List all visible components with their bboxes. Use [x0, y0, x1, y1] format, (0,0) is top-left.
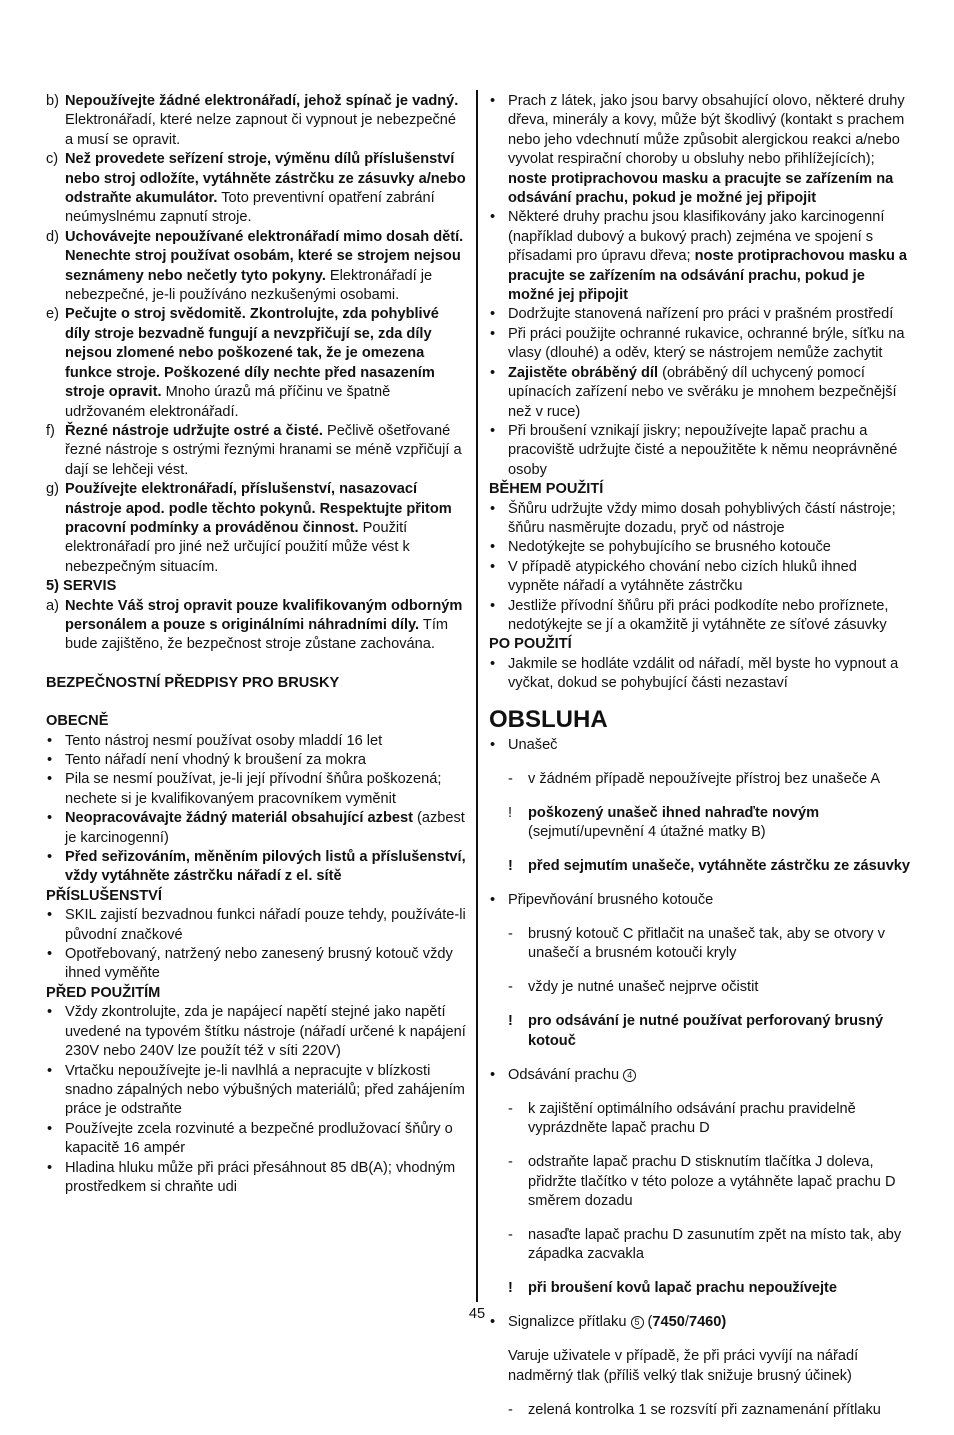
list-item: • Opotřebovaný, natržený nebo zanesený brusný kotouč vždy ihned vyměňte	[47, 946, 453, 982]
list-item: • Jakmile se hodláte vzdálit od nářadí, měl byste ho vypnout a vyčkat, dokud se pohybující části nezastaví	[490, 655, 899, 692]
left-column	[46, 92, 466, 1197]
page-number: 45	[468, 1306, 486, 1322]
list-item: • Pila se nesmí používat, je-li její přívodní šňůra poškozená; nechete si je kvalifikovanýem pracovníkem vyměnit	[47, 771, 442, 807]
figure-ref-4: 4	[623, 1069, 636, 1082]
sub-item: ! poškozený unašeč ihned nahraďte novým (sejmutí/upevnění 4 útažné matky B)	[508, 804, 820, 840]
sub-item: - nasaďte lapač prachu D zasunutím zpět na místo tak, aby západka zacvakla	[508, 1227, 902, 1263]
list-item: • Prach z látek, jako jsou barvy obsahující olovo, některé druhy dřeva, minerály a kovy, může být škodlivý (kontakt s prachem nebo jeho vdechnutí může způsobit alergickou reakci a/nebo vyvolat respirační choroby u obsluhy nebo přihlížejících); noste protiprachovou masku a pracujte se zařízením na odsávání prachu, pokud je možné jej připojit	[490, 93, 905, 207]
section-heading: PO POUŽITÍ	[489, 636, 572, 653]
list-item: • Hladina hluku může při práci přesáhnout 85 dB(A); vhodným prostředkem si chraňte udi	[47, 1159, 456, 1195]
list-item: • Šňůru udržujte vždy mimo dosah pohyblivých částí nástroje; šňůru nasměrujte dozadu, pryč od nástroje	[490, 500, 896, 536]
obsluha-heading: OBSLUHA	[489, 705, 608, 733]
section-heading: OBECNĚ	[46, 713, 109, 730]
list-item: • Nedotýkejte se pohybujícího se brusného kotouče	[490, 539, 831, 556]
right-column	[489, 92, 911, 1435]
list-item: • V případě atypického chování nebo cizích hluků ihned vypněte nářadí a vytáhněte zástrčku	[490, 558, 857, 595]
list-item: • Vrtačku nepoužívejte je-li navlhlá a nepracujte v blízkosti snadno zápalných nebo výbušných materiálů; před zahájením práce je odstraňte	[47, 1062, 465, 1118]
paragraph: Varuje uživatele v případě, že při práci vyvíjí na nářadí nadměrný tlak (příliš velký tlak snižuje brusný účinek)	[508, 1348, 859, 1384]
sub-item: - zelená kontrolka 1 se rozsvítí při zaznamenání přítlaku	[508, 1401, 881, 1418]
list-item: a) Nechte Váš stroj opravit pouze kvalifikovaným odborným personálem a pouze s originálními náhradními díly. Tím bude zajištěno, že bezpečnost stroje zůstane zachována.	[46, 597, 463, 653]
column-divider	[476, 90, 478, 1302]
section-heading: PŘED POUŽITÍM	[46, 984, 161, 1001]
list-item: • Tento nářadí není vhodný k broušení za mokra	[47, 752, 366, 768]
list-item: • Používejte zcela rozvinuté a bezpečné prodlužovací šňůry o kapacitě 16 ampér	[47, 1120, 453, 1157]
list-item: • SKIL zajistí bezvadnou funkci nářadí pouze tehdy, používáte-li původní značkové	[47, 907, 466, 943]
list-item: • Jestliže přívodní šňůru při práci podkodíte nebo proříznete, nedotýkejte se jí a okamžitě ji vytáhněte ze síťové zásuvky	[490, 597, 889, 633]
section-heading: BĚHEM POUŽITÍ	[489, 481, 604, 498]
sub-item: - odstraňte lapač prachu D stisknutím tlačítka J doleva, přidržte tlačítko v této poloze a vytáhněte lapač prachu D směrem dozadu	[508, 1154, 896, 1210]
list-item: f) Řezné nástroje udržujte ostré a čisté. Pečlivě ošetřované řezné nástroje s ostrými řeznými hranami se méně vzpřičují a dají se lehčeji vést.	[46, 422, 462, 478]
sub-item: - vždy je nutné unašeč nejprve očistit	[508, 979, 759, 996]
list-item: • Odsávání prachu 4	[489, 1066, 911, 1085]
sub-item: - v žádném případě nepoužívejte přístroj bez unašeče A	[508, 770, 881, 787]
list-item: g) Používejte elektronářadí, příslušenství, nasazovací nástroje apod. podle těchto pokynů. Respektujte přitom pracovní podmínky a prováděnou činnost. Použití elektronářadí pro jiné než určující použití může vést k nebezpečným situacím.	[46, 481, 452, 575]
list-item: • Vždy zkontrolujte, zda je napájecí napětí stejné jako napětí uvedené na typovém štítku nástroje (nářadí určené k napájení 230V nebo 240V lze použít též v síti 220V)	[47, 1004, 466, 1060]
section-heading: BEZPEČNOSTNÍ PŘEDPISY PRO BRUSKY	[46, 674, 340, 691]
list-item: • Zajistěte obráběný díl (obráběný díl uchycený pomocí upínacích zařízení nebo ve svěráku je mnohem bezpečnější než v ruce)	[490, 364, 897, 420]
list-item: d) Uchovávejte nepoužívané elektronářadí mimo dosah dětí. Nenechte stroj používat osobám, které se strojem nejsou seznámeny nebo nečetly tyto pokyny. Elektronářadí je nebezpečné, je-li používáno nezkušenými osobami.	[46, 228, 464, 304]
list-item: • Neopracovávajte žádný materiál obsahující azbest (azbest je karcinogenní)	[47, 810, 465, 846]
list-item: • Dodržujte stanovená nařízení pro práci v prašném prostředí	[490, 306, 894, 323]
list-item: • Při broušení vznikají jiskry; nepoužívejte lapač prachu a pracoviště udržujte čisté a nepoužitěte k němu neoprávněné osoby	[490, 422, 898, 478]
sub-item: ! pro odsávání je nutné používat perforovaný brusný kotouč	[508, 1013, 884, 1049]
list-item: e) Pečujte o stroj svědomitě. Zkontrolujte, zda pohyblivé díly stroje bezvadně fungují a nevzpřičují se, zda díly nejsou zlomené nebo poškozené tak, že je omezena funkce stroje. Poškozené díly nechte před nasazením stroje opravit. Mnoho úrazů má příčinu ve špatně udržovaném elektronářadí.	[46, 306, 439, 420]
list-item: • Připevňování brusného kotouče	[490, 892, 714, 908]
figure-ref-5: 5	[631, 1316, 644, 1329]
list-item: • Tento nástroj nesmí používat osoby mladdí 16 let	[47, 732, 383, 749]
list-item: c) Než provedete seřízení stroje, výměnu dílů příslušenství nebo stroj odložíte, vytáhněte zástrčku ze zásuvky a/nebo odstraňte akumulátor. Toto preventivní opatření zabrání neúmyslnému zapnutí stroje.	[46, 151, 466, 226]
list-item: • Unašeč	[490, 736, 558, 753]
list-item: • Před seřizováním, měněním pilových listů a příslušenství, vždy vytáhněte zástrčku nářadí z el. sítě	[47, 849, 466, 885]
sub-item: ! při broušení kovů lapač prachu nepoužívejte	[508, 1280, 837, 1297]
sub-item: - k zajištění optimálního odsávání prachu pravidelně vyprázdněte lapač prachu D	[508, 1100, 856, 1137]
section-heading: PŘÍSLUŠENSTVÍ	[46, 887, 162, 904]
list-item: • Některé druhy prachu jsou klasifikovány jako karcinogenní (například dubový a bukový prach) zejména ve spojení s přísadami pro úpravu dřeva; noste protiprachovou masku a pracujte se zařízením na odsávání prachu, pokud je možné jej připojit	[490, 209, 908, 304]
list-item: b) Nepoužívejte žádné elektronářadí, jehož spínač je vadný. Elektronářadí, které nelze zapnout či vypnout je nebezpečné a musí se opravit.	[46, 93, 459, 148]
list-item: • Při práci použijte ochranné rukavice, ochranné brýle, síťku na vlasy (dlouhé) a oděv, který se nástrojem nemůže zachytit	[490, 325, 905, 362]
sub-item: - brusný kotouč C přitlačit na unašeč tak, aby se otvory v unašečí a brusném kotouči kryly	[508, 926, 885, 962]
list-item: • Signalizce přítlaku 5 (7450/7460)	[490, 1314, 727, 1331]
sub-item: ! před sejmutím unašeče, vytáhněte zástrčku ze zásuvky	[508, 858, 911, 874]
section-heading: 5) SERVIS	[46, 578, 117, 595]
